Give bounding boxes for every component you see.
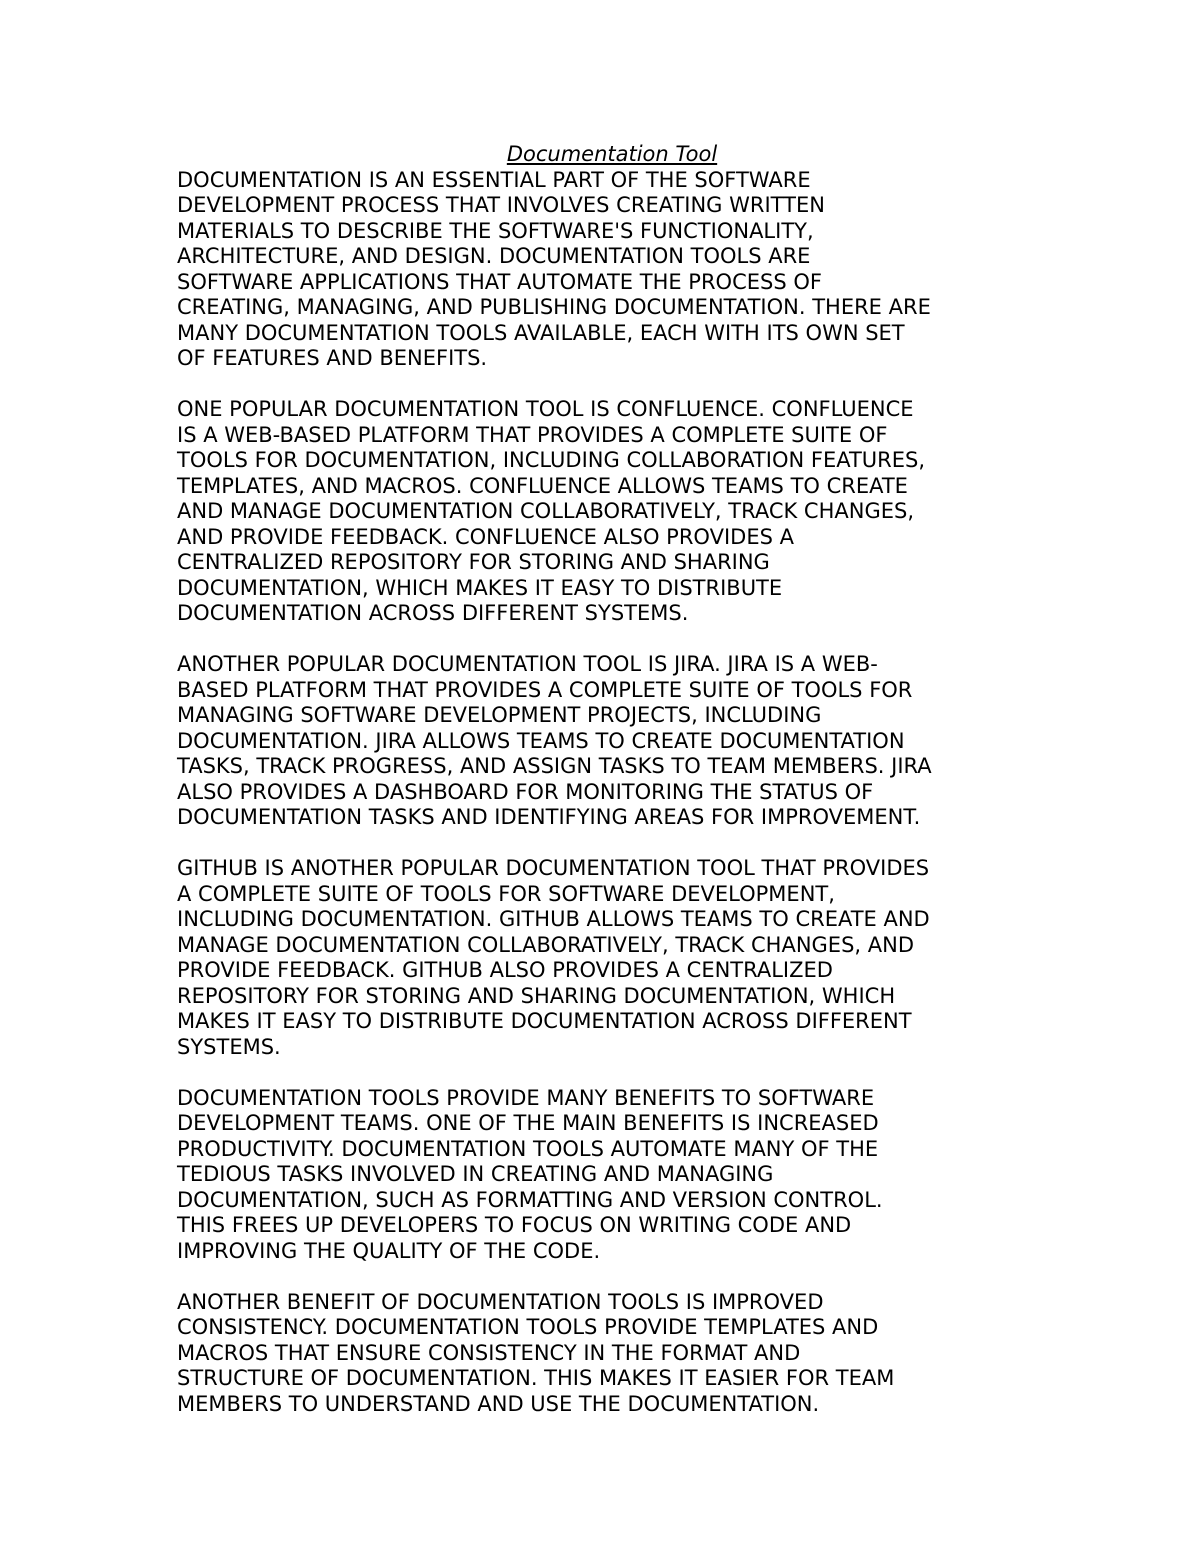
paragraph-line: MANY DOCUMENTATION TOOLS AVAILABLE, EACH WITH ITS OWN SET: [177, 320, 905, 345]
paragraph-line: DOCUMENTATION, WHICH MAKES IT EASY TO DISTRIBUTE: [177, 575, 783, 600]
paragraph-line: PRODUCTIVITY. DOCUMENTATION TOOLS AUTOMATE MANY OF THE: [177, 1136, 879, 1161]
paragraph-line: MATERIALS TO DESCRIBE THE SOFTWARE'S FUNCTIONALITY,: [177, 218, 814, 243]
paragraph-line: MACROS THAT ENSURE CONSISTENCY IN THE FORMAT AND: [177, 1340, 801, 1365]
paragraph-line: MANAGING SOFTWARE DEVELOPMENT PROJECTS, INCLUDING: [177, 703, 822, 727]
paragraph-line: TOOLS FOR DOCUMENTATION, INCLUDING COLLABORATION FEATURES,: [177, 448, 926, 472]
paragraph: [177, 1290, 1047, 1418]
paragraph-line: DOCUMENTATION TASKS AND IDENTIFYING AREAS FOR IMPROVEMENT.: [177, 805, 921, 829]
paragraph-line: AND PROVIDE FEEDBACK. CONFLUENCE ALSO PROVIDES A: [177, 524, 794, 549]
paragraph-line: IMPROVING THE QUALITY OF THE CODE.: [177, 1238, 601, 1263]
paragraph-line: BASED PLATFORM THAT PROVIDES A COMPLETE SUITE OF TOOLS FOR: [177, 677, 913, 702]
paragraph-line: CENTRALIZED REPOSITORY FOR STORING AND SHARING: [177, 550, 770, 574]
paragraph-line: MANAGE DOCUMENTATION COLLABORATIVELY, TRACK CHANGES, AND: [177, 932, 914, 957]
document-title: Documentation Tool: [506, 142, 718, 166]
paragraph-line: SOFTWARE APPLICATIONS THAT AUTOMATE THE PROCESS OF: [177, 269, 822, 294]
paragraph-line: TASKS, TRACK PROGRESS, AND ASSIGN TASKS TO TEAM MEMBERS. JIRA: [177, 754, 932, 778]
paragraph-line: INCLUDING DOCUMENTATION. GITHUB ALLOWS TEAMS TO CREATE AND: [177, 907, 930, 931]
paragraph-line: SYSTEMS.: [177, 1034, 281, 1059]
document-body: [177, 142, 1047, 1417]
paragraph-line: TEDIOUS TASKS INVOLVED IN CREATING AND MANAGING: [177, 1162, 774, 1186]
paragraph-line: DEVELOPMENT PROCESS THAT INVOLVES CREATING WRITTEN: [177, 193, 825, 217]
paragraph-line: ARCHITECTURE, AND DESIGN. DOCUMENTATION TOOLS ARE: [177, 244, 811, 268]
paragraph-line: REPOSITORY FOR STORING AND SHARING DOCUMENTATION, WHICH: [177, 983, 896, 1008]
paragraph-line: DEVELOPMENT TEAMS. ONE OF THE MAIN BENEFITS IS INCREASED: [177, 1111, 879, 1135]
paragraph-line: MEMBERS TO UNDERSTAND AND USE THE DOCUMENTATION.: [177, 1391, 820, 1416]
paragraph: [177, 856, 1047, 1060]
paragraph-line: DOCUMENTATION, SUCH AS FORMATTING AND VERSION CONTROL.: [177, 1187, 883, 1212]
paragraph-line: A COMPLETE SUITE OF TOOLS FOR SOFTWARE DEVELOPMENT,: [177, 881, 835, 906]
paragraph-line: ONE POPULAR DOCUMENTATION TOOL IS CONFLUENCE. CONFLUENCE: [177, 397, 914, 421]
paragraph-line: IS A WEB-BASED PLATFORM THAT PROVIDES A COMPLETE SUITE OF: [177, 422, 888, 447]
paragraph-line: OF FEATURES AND BENEFITS.: [177, 346, 488, 370]
paragraph-line: DOCUMENTATION IS AN ESSENTIAL PART OF THE SOFTWARE: [177, 167, 811, 192]
paragraph-line: ANOTHER POPULAR DOCUMENTATION TOOL IS JIRA. JIRA IS A WEB-: [177, 652, 878, 676]
paragraph-line: DOCUMENTATION TOOLS PROVIDE MANY BENEFITS TO SOFTWARE: [177, 1085, 875, 1110]
paragraph-container: [177, 168, 1047, 1418]
paragraph-line: DOCUMENTATION. JIRA ALLOWS TEAMS TO CREATE DOCUMENTATION: [177, 728, 905, 753]
paragraph: [177, 652, 1047, 831]
paragraph: [177, 1086, 1047, 1265]
paragraph-line: GITHUB IS ANOTHER POPULAR DOCUMENTATION TOOL THAT PROVIDES: [177, 856, 930, 880]
paragraph-line: CONSISTENCY. DOCUMENTATION TOOLS PROVIDE TEMPLATES AND: [177, 1315, 879, 1339]
paragraph-line: PROVIDE FEEDBACK. GITHUB ALSO PROVIDES A CENTRALIZED: [177, 958, 833, 982]
paragraph-line: STRUCTURE OF DOCUMENTATION. THIS MAKES IT EASIER FOR TEAM: [177, 1366, 895, 1390]
paragraph-line: ALSO PROVIDES A DASHBOARD FOR MONITORING THE STATUS OF: [177, 779, 874, 804]
paragraph: [177, 397, 1047, 627]
paragraph-line: CREATING, MANAGING, AND PUBLISHING DOCUMENTATION. THERE ARE: [177, 295, 931, 319]
paragraph-line: THIS FREES UP DEVELOPERS TO FOCUS ON WRITING CODE AND: [177, 1213, 852, 1237]
paragraph-line: TEMPLATES, AND MACROS. CONFLUENCE ALLOWS TEAMS TO CREATE: [177, 473, 908, 498]
paragraph-line: ANOTHER BENEFIT OF DOCUMENTATION TOOLS IS IMPROVED: [177, 1289, 824, 1314]
paragraph: [177, 168, 1047, 372]
paragraph-line: MAKES IT EASY TO DISTRIBUTE DOCUMENTATION ACROSS DIFFERENT: [177, 1009, 912, 1033]
paragraph-line: DOCUMENTATION ACROSS DIFFERENT SYSTEMS.: [177, 601, 689, 625]
paragraph-line: AND MANAGE DOCUMENTATION COLLABORATIVELY, TRACK CHANGES,: [177, 499, 914, 523]
